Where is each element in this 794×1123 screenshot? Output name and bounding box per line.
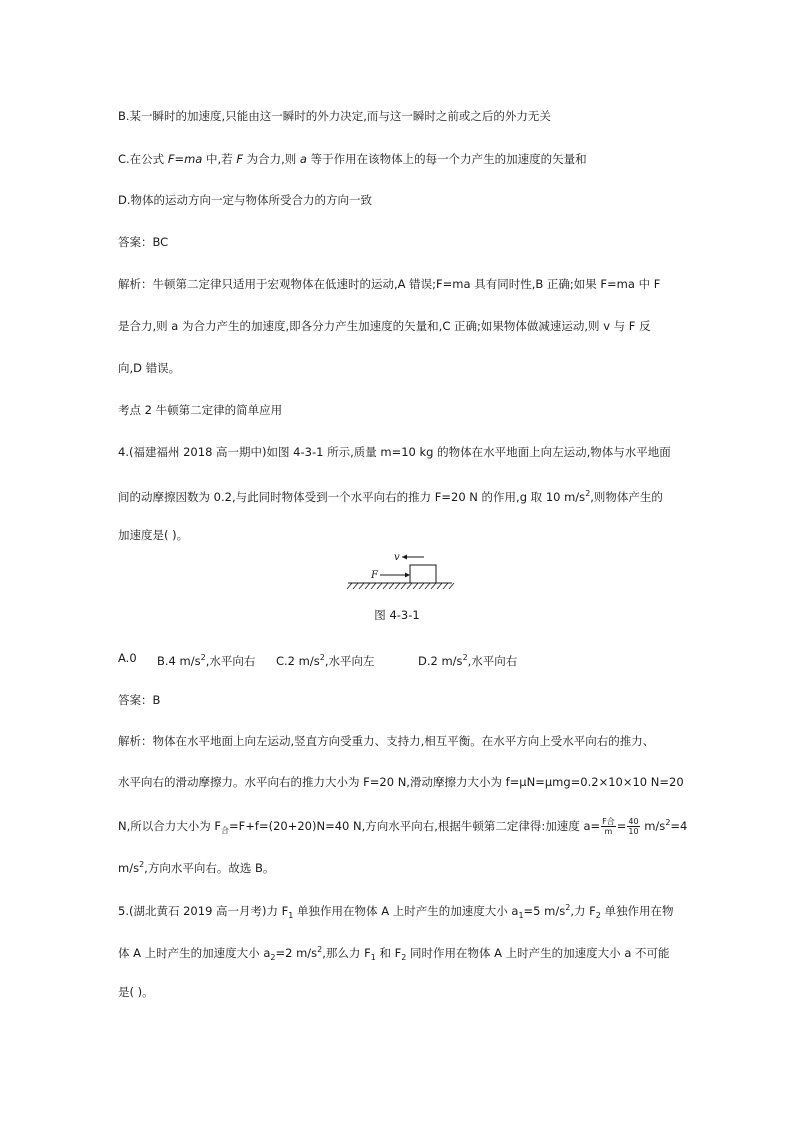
- superscript: 2: [565, 903, 571, 912]
- subscript: 1: [288, 911, 294, 920]
- q3-option-d: D.物体的运动方向一定与物体所受合力的方向一致: [118, 193, 373, 207]
- text-segment: ,力 F: [570, 904, 596, 918]
- formula-ma: ma: [184, 152, 203, 166]
- text-segment: 同时作用在物体 A 上时产生的加速度大小 a 不可能: [406, 946, 670, 960]
- superscript: 2: [585, 489, 591, 498]
- velocity-arrow-head: [402, 555, 407, 560]
- text-segment: B.4 m/s: [157, 654, 201, 668]
- section-title: 考点 2 牛顿第二定律的简单应用: [118, 403, 283, 417]
- figure-caption: 图 4-3-1: [374, 608, 420, 622]
- subscript: 1: [370, 953, 376, 962]
- q3-analysis-line-2: 是合力,则 a 为合力产生的加速度,即各分力产生加速度的矢量和,C 正确;如果物体做减速运动,则 v 与 F 反: [118, 319, 651, 333]
- text-segment: =5 m/s: [523, 904, 566, 918]
- text-segment: =F+f=(20+20)N=40 N,方向水平向右,根据牛顿第二定律得:加速度 a=: [229, 819, 601, 833]
- text-segment: m/s: [640, 819, 666, 833]
- text-segment: 和 F: [375, 946, 402, 960]
- text-segment: 体 A 上时产生的加速度大小 a: [118, 946, 271, 960]
- fraction-denominator: 10: [628, 827, 639, 836]
- q5-stem-line-1: [118, 900, 674, 924]
- text-segment: ,方向水平向右。故选 B。: [144, 861, 275, 875]
- ground-hatching: [347, 583, 454, 589]
- fraction-fnet-over-m: [601, 817, 616, 836]
- superscript: 2: [317, 945, 323, 954]
- q4-stem-line-1: 4.(福建福州 2018 高一期中)如图 4-3-1 所示,质量 m=10 kg 的物体在水平地面上向左运动,物体与水平地面: [118, 445, 671, 459]
- q4-answer: 答案：B: [118, 693, 161, 707]
- text-segment: N,所以合力大小为 F: [118, 819, 222, 833]
- text-segment: D.2 m/s: [418, 654, 463, 668]
- superscript: 2: [319, 653, 325, 662]
- figure-block-on-ground: [340, 548, 460, 600]
- text-segment: C.在公式: [118, 152, 168, 166]
- q4-stem-line-2: [118, 486, 663, 505]
- q4-option-d: [418, 650, 517, 669]
- q5-stem-line-3: 是( )。: [118, 985, 154, 999]
- text-segment: 5.(湖北黄石 2019 高一月考)力 F: [118, 904, 289, 918]
- q4-stem-line-3: 加速度是( )。: [118, 528, 189, 542]
- q4-analysis-line-3: [118, 815, 687, 839]
- superscript: 2: [665, 818, 671, 827]
- text-segment: 单独作用在物: [600, 904, 674, 918]
- q4-analysis-line-4: [118, 857, 274, 876]
- text-segment: 为合力,则: [242, 152, 300, 166]
- q3-option-c: [118, 151, 587, 167]
- q4-option-a: A.0: [118, 651, 137, 665]
- formula-f: F: [236, 152, 243, 166]
- formula-eq: =: [174, 152, 185, 166]
- superscript: 2: [200, 653, 206, 662]
- q3-analysis-line-1: 解析：牛顿第二定律只适用于宏观物体在低速时的运动,A 错误;F=ma 具有同时性,B 正确;如果 F=ma 中 F: [118, 277, 661, 291]
- q4-analysis-line-1: 解析：物体在水平地面上向左运动,竖直方向受重力、支持力,相互平衡。在水平方向上受水平向右的推力、: [118, 734, 655, 748]
- force-label: F: [371, 570, 378, 581]
- subscript: 合: [221, 826, 230, 835]
- velocity-label: v: [394, 552, 400, 563]
- text-segment: ,水平向右: [467, 654, 518, 668]
- q4-analysis-line-2: 水平向右的滑动摩擦力。水平向右的推力大小为 F=20 N,滑动摩擦力大小为 f=μN=μmg=0.2×10×10 N=20: [118, 775, 684, 789]
- formula-f: F: [167, 152, 175, 166]
- text-segment: m/s: [118, 861, 140, 875]
- fraction-40-over-10: [627, 817, 639, 836]
- text-segment: 中,若: [202, 152, 237, 166]
- subscript: 2: [595, 911, 601, 920]
- text-segment: 单独作用在物体 A 上时产生的加速度大小 a: [293, 904, 519, 918]
- q3-answer: 答案：BC: [118, 235, 169, 249]
- fraction-denominator: m: [604, 827, 613, 836]
- block-diagram: [340, 548, 460, 596]
- subscript: 2: [401, 953, 407, 962]
- q4-option-c: [276, 650, 374, 669]
- text-segment: C.2 m/s: [276, 654, 320, 668]
- subscript: 1: [518, 911, 524, 920]
- formula-a: a: [299, 152, 307, 166]
- fraction-numerator: 40: [628, 817, 639, 826]
- q4-option-b: [157, 650, 255, 669]
- fraction-numerator: F合: [602, 817, 615, 826]
- text-segment: ,水平向右: [205, 654, 256, 668]
- block: [410, 565, 436, 583]
- force-arrow-head: [405, 573, 410, 578]
- superscript: 2: [139, 860, 145, 869]
- text-segment: =2 m/s: [275, 946, 318, 960]
- subscript: 2: [270, 953, 276, 962]
- q5-stem-line-2: [118, 942, 670, 966]
- text-segment: ,水平向左: [324, 654, 375, 668]
- text-segment: ,则物体产生的: [590, 490, 663, 504]
- q3-analysis-line-3: 向,D 错误。: [118, 361, 181, 375]
- superscript: 2: [462, 653, 468, 662]
- text-segment: =: [616, 819, 627, 833]
- text-segment: 等于作用在该物体上的每一个力产生的加速度的矢量和: [306, 152, 587, 166]
- q3-option-b: B.某一瞬时的加速度,只能由这一瞬时的外力决定,而与这一瞬时之前或之后的外力无关: [118, 109, 551, 123]
- text-segment: =4: [670, 819, 688, 833]
- text-segment: ,那么力 F: [322, 946, 371, 960]
- text-segment: 间的动摩擦因数为 0.2,与此同时物体受到一个水平向右的推力 F=20 N 的作用,g 取 10 m/s: [118, 490, 586, 504]
